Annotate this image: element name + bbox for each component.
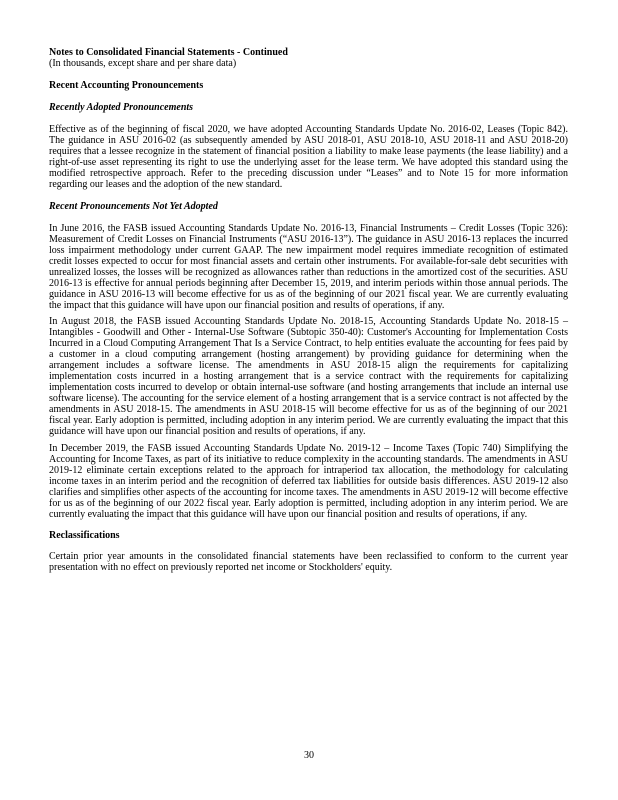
doc-subtitle: (In thousands, except share and per share data) — [49, 58, 237, 69]
page-number: 30 — [304, 750, 314, 761]
subsection-heading-not-yet-adopted: Recent Pronouncements Not Yet Adopted — [49, 201, 218, 212]
subsection-heading-recently-adopted: Recently Adopted Pronouncements — [49, 102, 194, 113]
section-heading-reclassifications: Reclassifications — [49, 530, 120, 541]
paragraph-asu-2018-15: In August 2018, the FASB issued Accounting Standards Update No. 2018-15, Accounting Standards Update No. 2018-15 – Intangibles - Goodwill and Other - Internal-Use Software (Subtopic 350-40): Customer's Accounting for Implementation Costs Incurred in a Cloud Computing Arrangement That Is a Service Contract, to help entities evaluate the accounting for fees paid by a customer in a cloud computing arrangement (hosting arrangement) by providing guidance for determining when the arrangement includes a software license. The amendments in ASU 2018-15 align the requirements for capitalizing implementation costs incurred in a hosting arrangement that is a service contract with the requirements for capitalizing implementation costs incurred to develop or obtain internal-use software (and hosting arrangements that include an internal use software license). The accounting for the service element of a hosting arrangement that is a service contract is not affected by the amendments in ASU 2018-15. The amendments in ASU 2018-15 will become effective for us as of the beginning of our 2021 fiscal year. Early adoption is permitted, including adoption in any interim period. We are currently evaluating the impact that this guidance will have upon our financial position and results of operations, if any. — [49, 316, 568, 437]
paragraph-asu-2019-12: In December 2019, the FASB issued Accounting Standards Update No. 2019-12 – Income Taxes (Topic 740) Simplifying the Accounting for Income Taxes, as part of its initiative to reduce complexity in the accounting standards. The amendments in ASU 2019-12 eliminate certain exceptions related to the approach for intraperiod tax allocation, the methodology for calculating income taxes in an interim period and the recognition of deferred tax liabilities for outside basis differences. ASU 2019-12 also clarifies and simplifies other aspects of the accounting for income taxes. The amendments in ASU 2019-12 will become effective for us as of the beginning of our 2022 fiscal year. Early adoption is permitted, including adoption in any interim period. We are currently evaluating the impact that this guidance will have upon our financial position and results of operations, if any. — [49, 443, 568, 520]
section-heading-recent-accounting-pronouncements: Recent Accounting Pronouncements — [49, 80, 204, 91]
paragraph-reclassifications: Certain prior year amounts in the consolidated financial statements have been reclassified to conform to the current year presentation with no effect on previously reported net income or Stockholders' equity. — [49, 551, 568, 573]
paragraph-asu-2016-13: In June 2016, the FASB issued Accounting Standards Update No. 2016-13, Financial Instruments – Credit Losses (Topic 326): Measurement of Credit Losses on Financial Instruments (“ASU 2016-13”). The guidance in ASU 2016-13 replaces the incurred loss impairment methodology under current GAAP. The new impairment model requires immediate recognition of estimated credit losses expected to occur for most financial assets and certain other instruments. For available-for-sale debt securities with unrealized losses, the losses will be recognized as allowances rather than reductions in the amortized cost of the securities. ASU 2016-13 is effective for annual periods beginning after December 15, 2019, and interim periods within those annual periods. The guidance in ASU 2016-13 will become effective for us as of the beginning of our 2021 fiscal year. We are currently evaluating the impact that this guidance will have upon our financial position and results of operations, if any. — [49, 223, 568, 311]
document-content — [49, 47, 568, 573]
paragraph-leases-adoption: Effective as of the beginning of fiscal 2020, we have adopted Accounting Standards Update No. 2016-02, Leases (Topic 842). The guidance in ASU 2016-02 (as subsequently amended by ASU 2018-01, ASU 2018-10, ASU 2018-11 and ASU 2018-20) requires that a lessee recognize in the statement of financial position a liability to make lease payments (the lease liability) and a right-of-use asset representing its right to use the underlying asset for the lease term. We have adopted this standard using the modified retrospective approach. Refer to the preceding discussion under “Leases” and to Note 15 for more information regarding our leases and the adoption of the new standard. — [49, 124, 568, 190]
doc-title: Notes to Consolidated Financial Statements - Continued — [49, 47, 288, 58]
